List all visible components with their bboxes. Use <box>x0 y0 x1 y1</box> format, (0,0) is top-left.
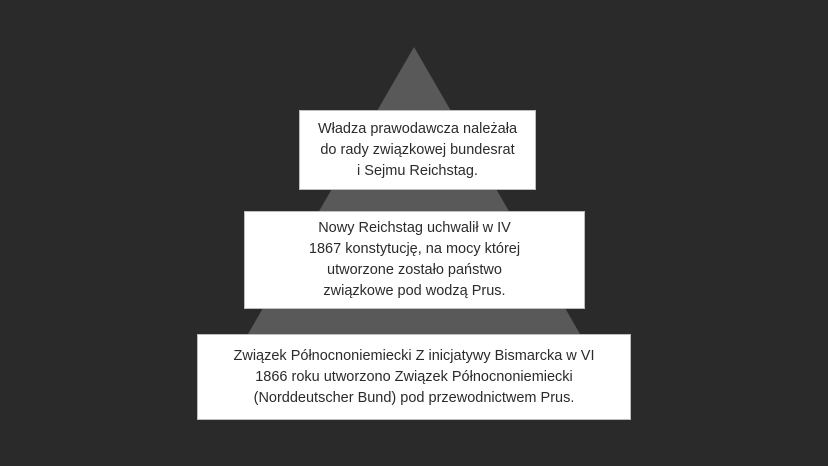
pyramid-level-bottom-text <box>234 346 595 409</box>
pyramid-level-middle <box>244 211 585 309</box>
text-line: związkowe pod wodzą Prus. <box>323 283 506 299</box>
text-line: do rady związkowej bundesrat <box>320 141 515 158</box>
text-line: i Sejmu Reichstag. <box>357 162 478 179</box>
text-line: (Norddeutscher Bund) pod przewodnictwem Prus. <box>253 389 575 406</box>
text-line: 1866 roku utworzono Związek Północnoniemiecki <box>255 368 573 385</box>
pyramid-level-bottom <box>197 334 631 420</box>
text-line: utworzone zostało państwo <box>327 262 502 278</box>
text-line: Nowy Reichstag uchwalił w IV <box>318 220 511 236</box>
pyramid-level-middle-text <box>309 218 520 302</box>
text-line: 1867 konstytucję, na mocy której <box>308 241 521 257</box>
text-line: Związek Północnoniemiecki Z inicjatywy Bismarcka w VI <box>233 347 595 364</box>
pyramid-level-top <box>299 110 536 190</box>
pyramid-level-top-text <box>318 119 517 182</box>
text-line: Władza prawodawcza należała <box>317 120 518 137</box>
